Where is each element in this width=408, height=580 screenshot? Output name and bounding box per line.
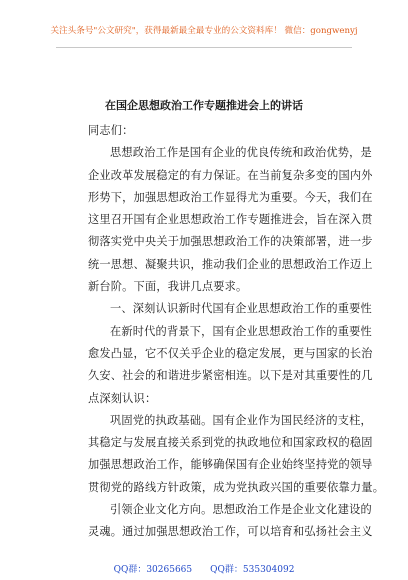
body-line: 形势下，加强思想政治工作显得尤为重要。今天，我们在	[88, 190, 373, 204]
body-line: 贯彻党的路线方针政策，成为党执政兴国的重要依靠力量。	[88, 480, 385, 494]
body-line: 新台阶。下面，我讲几点要求。	[88, 280, 248, 294]
body-line: 引领企业文化方向。思想政治工作是企业文化建设的	[110, 503, 372, 517]
body-line: 愈发凸显，它不仅关乎企业的稳定发展，更与国家的长治	[88, 346, 373, 360]
section-heading: 一、深刻认识新时代国有企业思想政治工作的重要性	[110, 302, 372, 316]
footer	[0, 562, 408, 575]
body-line: 灵魂。通过加强思想政治工作，可以培育和弘扬社会主义	[88, 525, 373, 539]
header-divider	[56, 47, 352, 48]
body-line: 加强思想政治工作，能够确保国有企业始终坚持党的领导	[88, 458, 373, 472]
body-line: 在新时代的背景下，国有企业思想政治工作的重要性	[110, 324, 372, 338]
body-line: 思想政治工作是国有企业的优良传统和政治优势，是	[110, 146, 372, 160]
footer-qq-group-2: QQ群：535304092	[210, 565, 295, 575]
salutation: 同志们：	[88, 124, 134, 137]
footer-qq-group-1: QQ群：30265665	[113, 565, 193, 575]
document-title: 在国企思想政治工作专题推进会上的讲话	[105, 99, 303, 112]
body-line: 点深刻认识：	[88, 391, 157, 405]
header-banner: 关注头条号"公文研究"，获得最新最全最专业的公文资料库！ 微信：gongwenyj	[50, 26, 358, 36]
body-line: 久安、社会的和谐进步紧密相连。以下是对其重要性的几	[88, 369, 373, 383]
body-line: 统一思想、凝聚共识，推动我们企业的思想政治工作迈上	[88, 257, 373, 271]
body-line: 企业改革发展稳定的有力保证。在当前复杂多变的国内外	[88, 168, 373, 182]
body-line: 其稳定与发展直接关系到党的执政地位和国家政权的稳固	[88, 436, 373, 450]
document-body	[88, 120, 385, 544]
body-line: 彻落实党中央关于加强思想政治工作的决策部署，进一步	[88, 235, 373, 249]
body-line: 这里召开国有企业思想政治工作专题推进会，旨在深入贯	[88, 213, 373, 227]
body-line: 巩固党的执政基础。国有企业作为国民经济的支柱，	[110, 413, 372, 427]
